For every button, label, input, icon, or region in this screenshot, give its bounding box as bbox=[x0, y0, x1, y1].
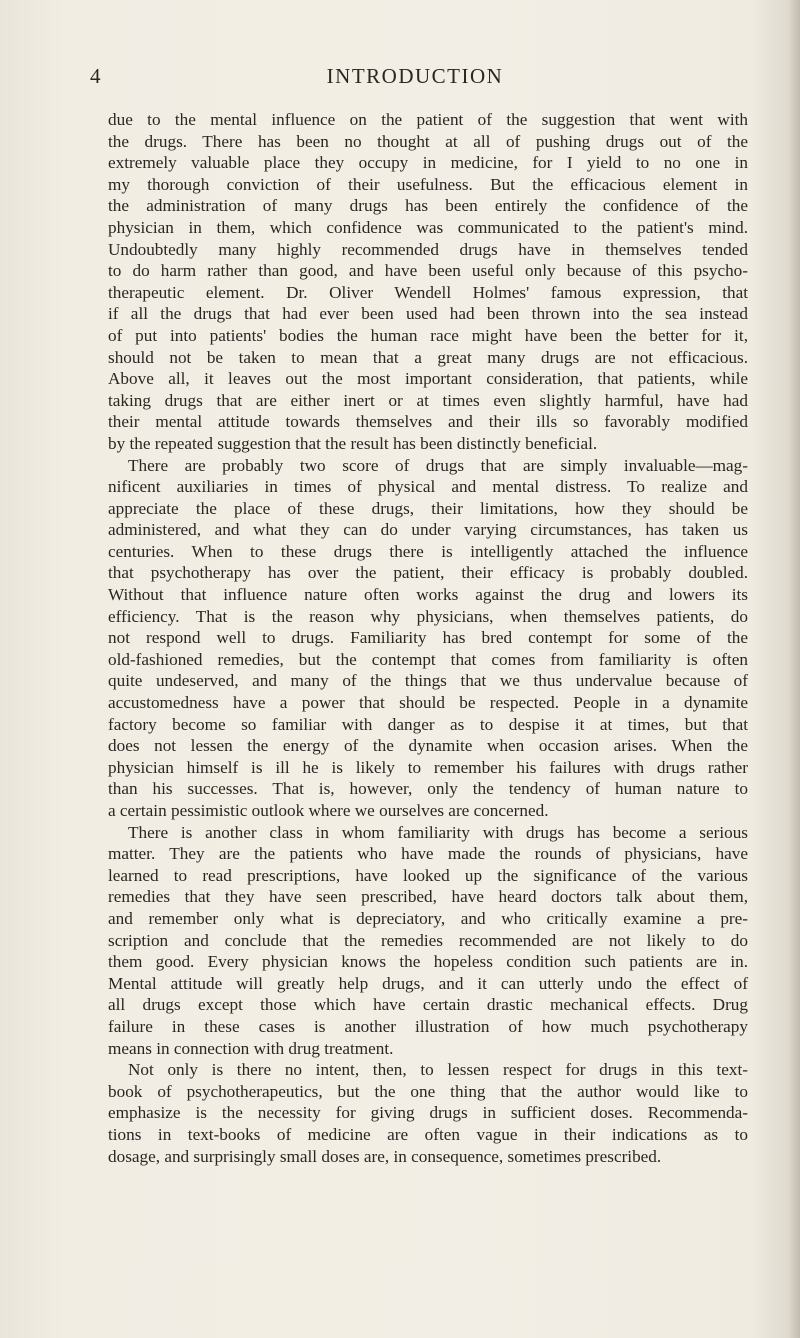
body-text bbox=[108, 109, 748, 1167]
text-line: tions in text-books of medicine are often vague in their indications as to bbox=[108, 1124, 748, 1144]
text-line: Undoubtedly many highly recommended drugs have in themselves tended bbox=[108, 239, 748, 259]
text-line: Not only is there no intent, then, to lessen respect for drugs in this text- bbox=[128, 1060, 748, 1080]
text-line: accustomedness have a power that should be respected. People in a dynamite bbox=[108, 693, 748, 713]
text-line: and remember only what is depreciatory, and who critically examine a pre- bbox=[108, 908, 748, 928]
text-line: than his successes. That is, however, only the tendency of human nature to bbox=[108, 779, 748, 799]
page-header bbox=[90, 64, 740, 94]
text-line: the drugs. There has been no thought at all of pushing drugs out of the bbox=[108, 131, 748, 151]
page-edge-shadow bbox=[788, 0, 800, 1338]
text-line: should not be taken to mean that a great many drugs are not efficacious. bbox=[108, 347, 748, 367]
text-line: the administration of many drugs has been entirely the confidence of the bbox=[108, 196, 748, 216]
text-line: failure in these cases is another illustration of how much psychotherapy bbox=[108, 1016, 748, 1036]
text-line: efficiency. That is the reason why physicians, when themselves patients, do bbox=[108, 606, 748, 626]
text-line: therapeutic element. Dr. Oliver Wendell Holmes' famous expression, that bbox=[108, 282, 748, 302]
text-line: scription and conclude that the remedies recommended are not likely to do bbox=[108, 930, 748, 950]
text-line: quite undeserved, and many of the things that we thus undervalue because of bbox=[108, 671, 748, 691]
text-line: them good. Every physician knows the hopeless condition such patients are in. bbox=[108, 952, 748, 972]
text-line: physician himself is ill he is likely to remember his failures with drugs rather bbox=[108, 757, 748, 777]
text-line: Mental attitude will greatly help drugs, and it can utterly undo the effect of bbox=[108, 973, 748, 993]
text-line: physician in them, which confidence was communicated to the patient's mind. bbox=[108, 217, 748, 237]
text-line: learned to read prescriptions, have looked up the significance of the various bbox=[108, 865, 748, 885]
text-line: if all the drugs that had ever been used had been thrown into the sea instead bbox=[108, 304, 748, 324]
running-head: INTRODUCTION bbox=[326, 64, 504, 88]
text-line: due to the mental influence on the patient of the suggestion that went with bbox=[108, 110, 748, 129]
text-line: does not lessen the energy of the dynamite when occasion arises. When the bbox=[108, 736, 748, 756]
text-line: Without that influence nature often works against the drug and lowers its bbox=[108, 585, 748, 605]
text-line: dosage, and surprisingly small doses are, in consequence, sometimes prescribed. bbox=[108, 1146, 662, 1166]
text-line: factory become so familiar with danger as to despise it at times, but that bbox=[108, 714, 748, 734]
text-line: extremely valuable place they occupy in medicine, for I yield to no one in bbox=[108, 153, 748, 173]
text-line: taking drugs that are either inert or at times even slightly harmful, have had bbox=[108, 390, 748, 410]
text-line: of put into patients' bodies the human race might have been the better for it, bbox=[108, 325, 748, 345]
text-line: that psychotherapy has over the patient, their efficacy is probably doubled. bbox=[108, 563, 748, 583]
text-line: all drugs except those which have certain drastic mechanical effects. Drug bbox=[108, 995, 748, 1015]
text-line: remedies that they have seen prescribed, have heard doctors talk about them, bbox=[108, 887, 748, 907]
text-line: administered, and what they can do under varying circumstances, has taken us bbox=[108, 520, 748, 540]
text-line: nificent auxiliaries in times of physical and mental distress. To realize and bbox=[108, 477, 748, 497]
text-line: means in connection with drug treatment. bbox=[108, 1038, 394, 1058]
paragraph bbox=[108, 455, 748, 822]
text-line: their mental attitude towards themselves and their ills so favorably modified bbox=[108, 412, 748, 432]
paragraph bbox=[108, 109, 748, 455]
text-line: centuries. When to these drugs there is intelligently attached the influence bbox=[108, 541, 748, 561]
text-line: old-fashioned remedies, but the contempt that comes from familiarity is often bbox=[108, 649, 748, 669]
text-line: appreciate the place of these drugs, their limitations, how they should be bbox=[108, 498, 748, 518]
paragraph bbox=[108, 822, 748, 1060]
page-number: 4 bbox=[90, 64, 101, 88]
text-line: There is another class in whom familiarity with drugs has become a serious bbox=[128, 822, 748, 842]
text-line: book of psychotherapeutics, but the one thing that the author would like to bbox=[108, 1081, 748, 1101]
text-line: to do harm rather than good, and have been useful only because of this psycho- bbox=[108, 261, 748, 281]
text-line: emphasize is the necessity for giving drugs in sufficient doses. Recommenda- bbox=[108, 1103, 748, 1123]
text-line: a certain pessimistic outlook where we ourselves are concerned. bbox=[108, 801, 549, 820]
paragraph bbox=[108, 1059, 748, 1167]
text-line: my thorough conviction of their usefulness. But the efficacious element in bbox=[108, 174, 748, 194]
text-line: Above all, it leaves out the most important consideration, that patients, while bbox=[108, 369, 748, 389]
text-line: There are probably two score of drugs that are simply invaluable—mag- bbox=[128, 455, 748, 475]
text-line: matter. They are the patients who have made the rounds of physicians, have bbox=[108, 844, 748, 864]
text-line: not respond well to drugs. Familiarity has bred contempt for some of the bbox=[108, 628, 748, 648]
text-line: by the repeated suggestion that the result has been distinctly beneficial. bbox=[108, 433, 598, 453]
